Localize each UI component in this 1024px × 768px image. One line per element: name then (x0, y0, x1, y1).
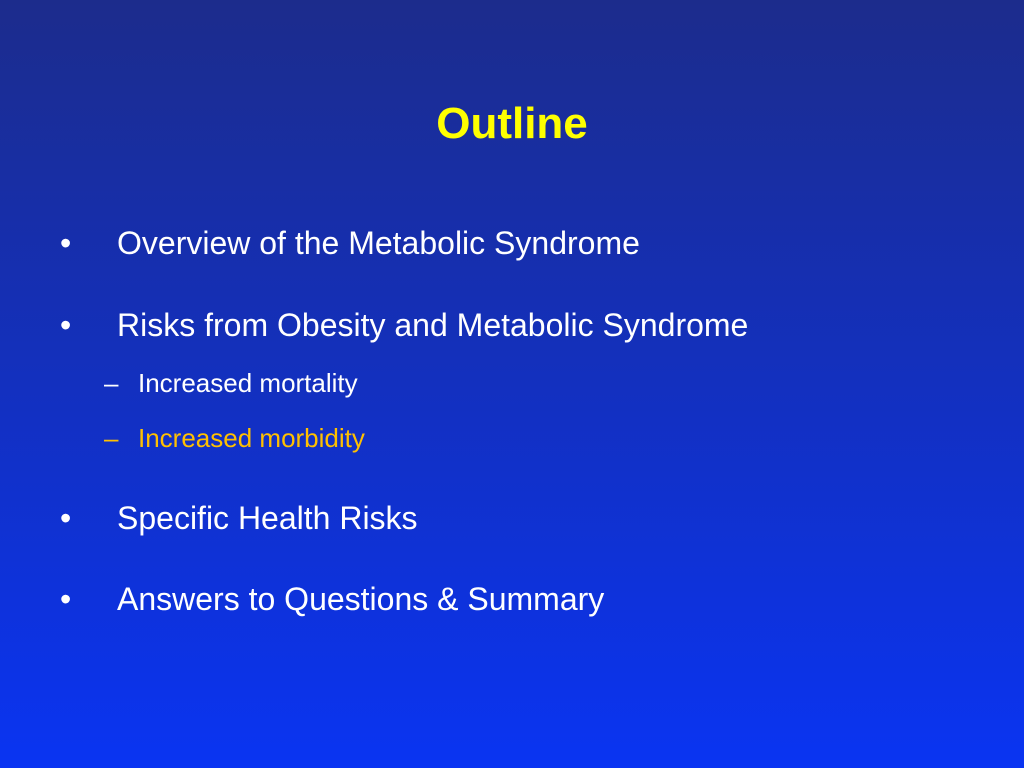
sub-bullet-text: Increased mortality (138, 368, 358, 398)
dash-icon: – (104, 368, 119, 398)
bullet-icon: • (60, 225, 72, 261)
bullet-text: Risks from Obesity and Metabolic Syndrome (117, 307, 749, 343)
bullet-icon: • (60, 307, 72, 343)
bullet-text: Specific Health Risks (117, 500, 418, 536)
bullet-text: Overview of the Metabolic Syndrome (117, 225, 640, 261)
dash-icon: – (104, 423, 119, 453)
bullet-text: Answers to Questions & Summary (117, 581, 605, 617)
bullet-icon: • (60, 500, 72, 536)
sub-bullet-text: Increased morbidity (138, 423, 365, 453)
slide-title: Outline (436, 99, 588, 148)
bullet-icon: • (60, 581, 72, 617)
